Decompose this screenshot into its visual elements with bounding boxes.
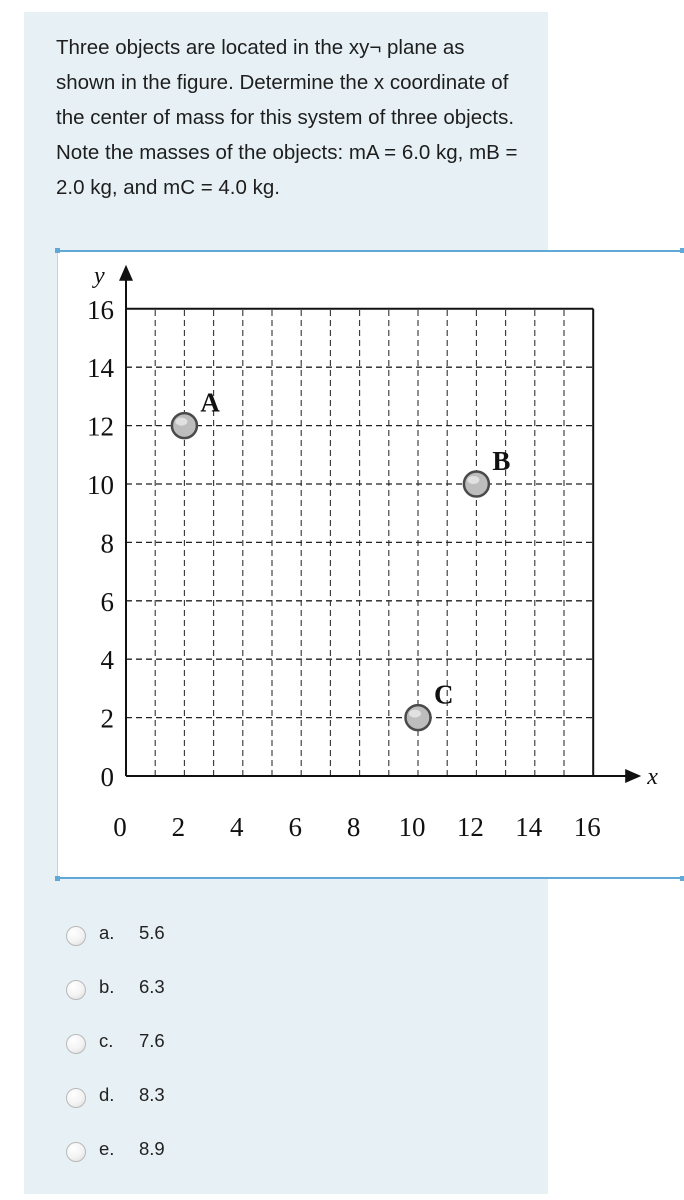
option-letter: d.: [99, 1084, 115, 1105]
frame-corner: [680, 248, 684, 253]
x-tick-label: 16: [573, 812, 601, 842]
x-tick-label: 10: [398, 812, 426, 842]
radio-button[interactable]: [66, 1034, 86, 1054]
option-value: 6.3: [139, 976, 165, 997]
option-c[interactable]: [66, 1014, 165, 1068]
marker-highlight: [175, 418, 187, 426]
x-tick-label: 8: [346, 812, 361, 842]
option-letter: c.: [99, 1030, 114, 1051]
y-tick-label: 6: [100, 586, 114, 617]
radio-button[interactable]: [66, 1088, 86, 1108]
option-value: 5.6: [139, 922, 165, 943]
x-tick-label: 14: [515, 812, 543, 842]
radio-button[interactable]: [66, 926, 86, 946]
y-axis-arrow-icon: [119, 265, 133, 281]
x-tick-label: 6: [288, 812, 302, 842]
frame-corner: [55, 248, 60, 253]
frame-corner: [55, 876, 60, 881]
marker-highlight: [467, 476, 479, 484]
x-tick-label: 2: [171, 812, 186, 842]
x-axis-arrow-icon: [625, 769, 641, 783]
radio-button[interactable]: [66, 1142, 86, 1162]
y-tick-label: 10: [87, 470, 114, 500]
point-c-marker: [406, 705, 431, 730]
y-tick-label: 14: [87, 353, 114, 384]
point-a-marker: [172, 413, 197, 438]
y-tick-label: 12: [87, 411, 114, 442]
option-letter: a.: [99, 922, 115, 943]
frame-corner: [680, 876, 684, 881]
point-c-label: C: [434, 679, 454, 710]
option-d[interactable]: [66, 1068, 165, 1122]
x-tick-label: 4: [230, 812, 244, 842]
option-letter: b.: [99, 976, 115, 997]
y-tick-label: 8: [100, 528, 114, 559]
option-a[interactable]: [66, 906, 165, 960]
answer-options: [66, 906, 165, 1176]
x-tick-label: 0: [113, 812, 127, 842]
coordinate-plot: [58, 252, 683, 877]
question-text: Three objects are located in the xy¬ plane as shown in the figure. Determine the x coordinate of the center of mass for this system of three objects. Note the masses of the objects: mA = 6.0 kg, mB = 2.0 kg, and mC = 4.0 kg.: [56, 36, 518, 199]
option-letter: e.: [99, 1138, 115, 1159]
point-a-label: A: [200, 387, 220, 418]
y-axis-label: y: [94, 262, 105, 289]
y-tick-label: 0: [100, 762, 114, 792]
radio-button[interactable]: [66, 980, 86, 1000]
option-value: 8.3: [139, 1084, 165, 1105]
option-value: 7.6: [139, 1030, 165, 1051]
point-b-label: B: [492, 446, 511, 476]
point-b-marker: [464, 472, 489, 497]
x-axis-label: x: [647, 764, 658, 790]
y-tick-label: 2: [100, 703, 114, 734]
figure-frame: [57, 250, 683, 879]
y-tick-label: 4: [100, 645, 114, 676]
option-b[interactable]: [66, 960, 165, 1014]
option-e[interactable]: [66, 1122, 165, 1176]
x-tick-label: 12: [456, 812, 484, 842]
y-tick-label: 16: [87, 294, 114, 325]
option-value: 8.9: [139, 1138, 165, 1159]
marker-highlight: [409, 710, 421, 718]
